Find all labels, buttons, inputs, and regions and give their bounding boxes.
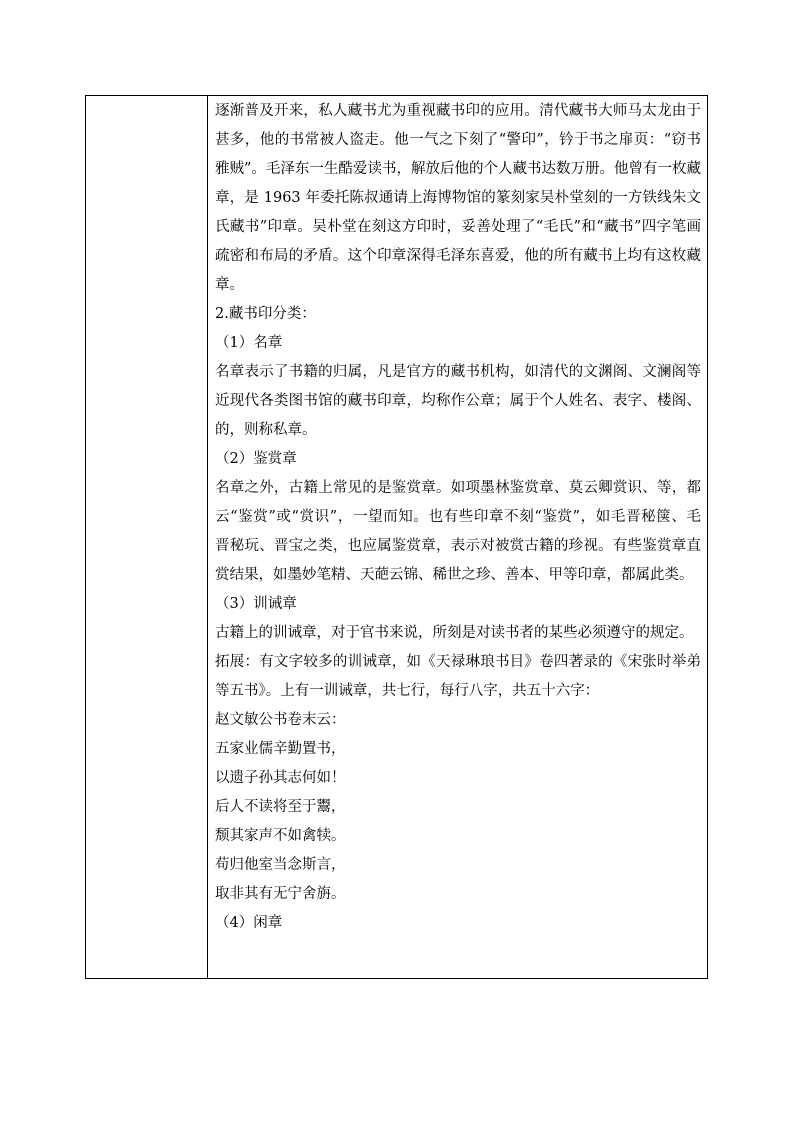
subsection-heading: （4）闲章 <box>215 915 283 931</box>
poem-line: 后人不读将至于鬻， <box>215 799 346 815</box>
text-line: 章，是 1963 年委托陈叔通请上海博物馆的篆刻家吴朴堂刻的一方铁线朱文 <box>215 190 701 206</box>
table-right-cell <box>208 96 707 978</box>
poem-line: 取非其有无宁舍旃。 <box>215 886 346 902</box>
text-line: 疏密和布局的矛盾。这个印章深得毛泽东喜爱，他的所有藏书上均有这枚藏 <box>215 248 701 264</box>
poem-line: 颓其家声不如禽犊。 <box>215 828 346 844</box>
text-line: 名章之外，古籍上常见的是鉴赏章。如项墨林鉴赏章、莫云卿赏识、等，都 <box>215 480 701 496</box>
text-line: 晋秘玩、晋宝之类，也应属鉴赏章，表示对被赏古籍的珍视。有些鉴赏章直 <box>215 538 701 554</box>
subsection-heading: （1）名章 <box>215 335 283 351</box>
text-line: 名章表示了书籍的归属，凡是官方的藏书机构，如清代的文渊阁、文澜阁等 <box>215 364 701 380</box>
text-line: 氏藏书”印章。吴朴堂在刻这方印时，妥善处理了“毛氏”和“藏书”四字笔画 <box>215 219 701 235</box>
subsection-heading: （3）训诫章 <box>215 596 297 612</box>
content-table <box>85 95 708 979</box>
text-line: 古籍上的训诫章，对于官书来说，所刻是对读书者的某些必须遵守的规定。 <box>215 625 694 641</box>
section-heading: 2.藏书印分类： <box>215 306 316 322</box>
text-line: 赏结果，如墨妙笔精、天葩云锦、稀世之珍、善本、甲等印章，都属此类。 <box>215 567 694 583</box>
text-line: 拓展：有文字较多的训诫章，如《天禄琳琅书目》卷四著录的《宋张时举弟 <box>215 654 701 670</box>
text-line: 云“鉴赏”或“赏识”，一望而知。也有些印章不刻“鉴赏”，如毛晋秘箧、毛 <box>215 509 701 525</box>
table-left-cell <box>86 96 208 978</box>
text-line: 甚多，他的书常被人盗走。他一气之下刻了“警印”，钤于书之扉页：“窃书 <box>215 132 701 148</box>
subsection-heading: （2）鉴赏章 <box>215 451 297 467</box>
poem-line: 五家业儒辛勤置书， <box>215 741 346 757</box>
text-line: 雅贼”。毛泽东一生酷爱读书，解放后他的个人藏书达数万册。他曾有一枚藏 <box>215 161 701 177</box>
poem-line: 赵文敏公书卷末云： <box>215 712 346 728</box>
text-line: 的，则称私章。 <box>215 422 317 438</box>
text-line: 章。 <box>215 277 244 293</box>
poem-line: 苟归他室当念斯言， <box>215 857 346 873</box>
poem-line: 以遗子孙其志何如！ <box>215 770 346 786</box>
text-line: 逐渐普及开来，私人藏书尤为重视藏书印的应用。清代藏书大师马太龙由于 <box>215 103 701 119</box>
text-line: 近现代各类图书馆的藏书印章，均称作公章；属于个人姓名、表字、楼阁、 <box>215 393 701 409</box>
text-line: 等五书》。上有一训诫章，共七行，每行八字，共五十六字： <box>215 683 600 699</box>
